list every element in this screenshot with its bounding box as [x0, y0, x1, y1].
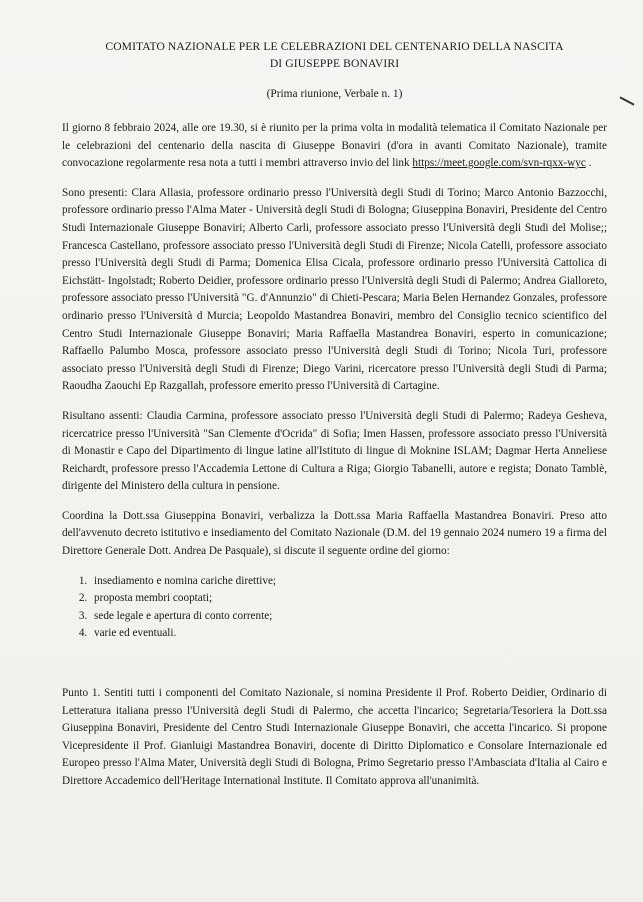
agenda-item: 1. insediamento e nomina cariche direttive;: [90, 573, 607, 591]
title-line-1: COMITATO NAZIONALE PER LE CELEBRAZIONI DEL CENTENARIO DELLA NASCITA: [105, 40, 564, 53]
agenda-item: 4. varie ed eventuali.: [90, 625, 607, 643]
title-line-2: DI GIUSEPPE BONAVIRI: [269, 57, 400, 70]
coordination-paragraph: Coordina la Dott.ssa Giuseppina Bonaviri, verbalizza la Dott.ssa Maria Raffaella Mastandrea Bonaviri. Preso atto dell'avvenuto decreto istitutivo e insediamento del Comitato Nazionale (D.M. del 19 gennaio 2024 numero 19 a firma del Direttore Generale Dott. Andrea De Pasquale), si discute il seguente ordine del giorno:: [62, 509, 607, 558]
agenda-item: 3. sede legale e apertura di conto corrente;: [90, 608, 607, 626]
document-title: [62, 38, 607, 72]
point1-paragraph: Punto 1. Sentiti tutti i componenti del Comitato Nazionale, si nomina Presidente il Prof. Roberto Deidier, Ordinario di Letteratura italiana presso l'Università degli Studi di Palermo, che accetta l'incarico; Segretaria/Tesoriera la Dott.ssa Giuseppina Bonaviri, Presidente del Centro Studi Internazionale Giuseppe Bonaviri, che accetta l'incarico. Si propone Vicepresidente il Prof. Gianluigi Mastandrea Bonaviri, docente di Diritto Diplomatico e Consolare Internazionale ed Europeo presso l'Alma Mater, Università degli Studi di Bologna, Primo Segretario presso l'Ambasciata d'Italia al Cairo e Direttore Accademico dell'Heritage International Institute. Il Comitato approva all'unanimità.: [62, 687, 607, 787]
intro-end: .: [585, 157, 592, 170]
intro-text: Il giorno 8 febbraio 2024, alle ore 19.30, si è riunito per la prima volta in modalità telematica il Comitato Nazionale per le celebrazioni del centenario della nascita di Giuseppe Bonaviri (d'ora in avanti Comitato Nazionale), tramite convocazione regolarmente resa nota a tutti i membri attraverso invio del link: [62, 122, 607, 170]
present-paragraph: Sono presenti: Clara Allasia, professore ordinario presso l'Università degli Studi di Torino; Marco Antonio Bazzocchi, professore ordinario presso l'Alma Mater - Università degli Studi di Bologna; Giuseppina Bonaviri, Presidente del Centro Studi Internazionale Giuseppe Bonaviri; Alberto Carli, professore associato presso l'Università degli Studi del Molise;; Francesca Castellano, professore associato presso l'Università degli Studi di Firenze; Nicola Catelli, professore associato presso l'Università degli Studi di Parma; Domenica Elisa Cicala, professore ordinario presso l'Università Cattolica di Eichstätt- Ingolstadt; Roberto Deidier, professore ordinario presso l'Università degli Studi di Palermo; Andrea Gialloreto, professore associato presso l'Università "G. d'Annunzio" di Chieti-Pescara; Maria Belen Hernandez Gonzales, professore ordinario presso l'Università d Murcia; Leopoldo Mastandrea Bonaviri, membro del Consiglio tecnico scientifico del Centro Studi Internazionale Giuseppe Bonaviri; Maria Raffaella Mastandrea Bonaviri, esperto in comunicazione; Raffaello Palumbo Mosca, professore associato presso l'Università degli Studi di Torino; Nicola Turi, professore associato presso l'Università degli Studi di Firenze; Diego Varini, ricercatore presso l'Università degli Studi di Parma; Raoudha Zaouchi Ep Razgallah, professore emerito presso l'Università di Cartagine.: [62, 186, 607, 393]
intro-paragraph: [62, 120, 607, 173]
agenda-list: [62, 573, 607, 643]
agenda-item: 2. proposta membri cooptati;: [90, 590, 607, 608]
document-subtitle: (Prima riunione, Verbale n. 1): [266, 88, 403, 100]
absent-paragraph: Risultano assenti: Claudia Carmina, professore associato presso l'Università degli Studi di Palermo; Radeya Gesheva, ricercatrice presso l'Università "San Clemente d'Ocrida" di Sofia; Imen Hassen, professore associato presso l'Università di Monastir e Capo del Dipartimento di lingue latine all'Istituto di lingue di Moknine ISLAM; Dagmar Herta Anneliese Reichardt, professore presso l'Accademia Lettone di Cultura a Riga; Giorgio Tabanelli, autore e regista; Donato Tamblè, dirigente del Ministero della cultura in pensione.: [62, 409, 607, 493]
document-content: [62, 38, 607, 803]
pen-mark: [619, 96, 634, 105]
meeting-link[interactable]: https://meet.google.com/svn-rqxx-wyc: [412, 157, 586, 170]
